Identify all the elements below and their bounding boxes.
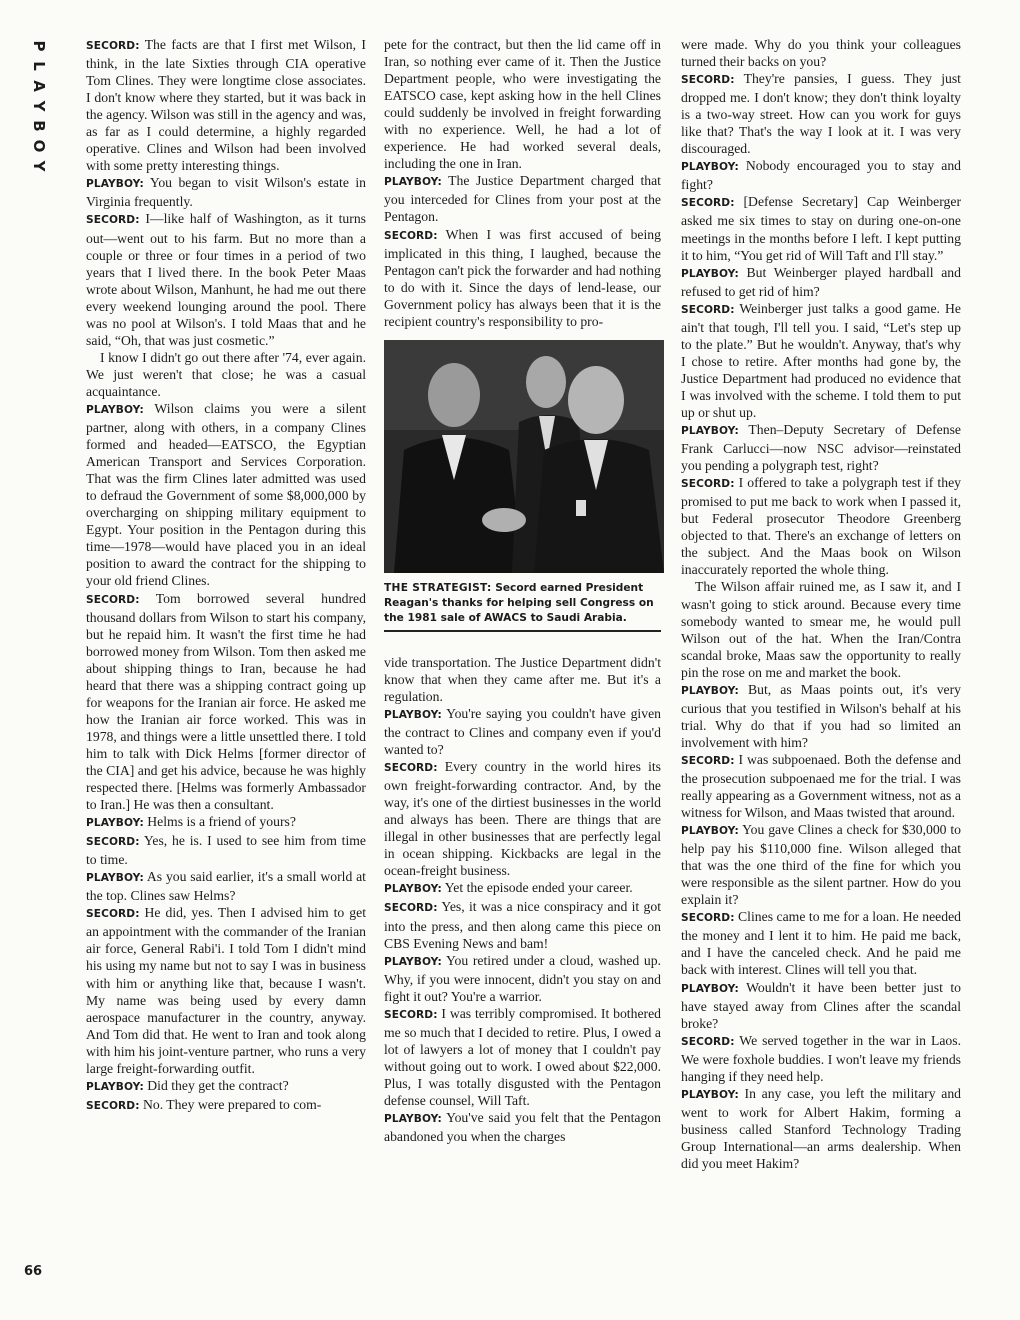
paragraph-text: We served together in the war in Laos. We were foxhole buddies. I won't leave my friends hanging if they need help. <box>681 1032 961 1084</box>
paragraph-text: I know I didn't go out there after '74, ever again. We just weren't that close; he was a casual acquaintance. <box>86 349 366 399</box>
speaker-label: PLAYBOY: <box>681 267 739 280</box>
paragraph-text: As you said earlier, it's a small world at the top. Clines saw Helms? <box>86 869 366 904</box>
paragraph-text: Tom borrowed several hundred thousand dollars from Wilson to start his company, but he repaid him. It wasn't the first time he had borrowed money from Wilson. Tom then asked me about shipping things to Iran, because he had heard that there was a shipping contract going up for weapons for the Iranian air force. He asked me how the Iranian air force worked. This was in 1978, and things were a little unsettled there. I told him to talk with Dick Helms [former director of the CIA] and get his advice, because he was highly respected there. [Helms was formerly Ambassador to Iran.] He was then a consultant. <box>86 590 366 813</box>
continuation-paragraph <box>681 578 961 680</box>
speaker-label: PLAYBOY: <box>384 883 442 896</box>
speaker-label: PLAYBOY: <box>681 161 739 174</box>
speaker-label: SECORD: <box>681 74 735 87</box>
paragraph-text: Wilson claims you were a silent partner, along with others, in a company Clines formed and headed—EATSCO, the Egyptian American Transport and Services Corporation. That was the firm Clines later admitted was used to defraud the Government of some $8,000,000 by overcharging on shipping military equipment to Egypt. Your position in the Pentagon during this time—1978—would have placed you in an ideal position to award the contract for the shipping to your old friend Clines. <box>86 400 366 589</box>
speaker-label: SECORD: <box>86 908 140 921</box>
reagan-handshake-photo <box>384 340 664 573</box>
paragraph-text: Every country in the world hires its own freight-forwarding contractor. And, by the way, it's one of the dirtiest businesses in the world and always has been. There are things that are illegal in other businesses that are perfectly legal in ocean shipping. Kickbacks are legal in the ocean-freight business. <box>384 759 662 879</box>
interview-paragraph <box>681 157 961 193</box>
interview-paragraph <box>384 226 661 330</box>
speaker-label: PLAYBOY: <box>86 403 144 416</box>
magazine-sidebar-logo <box>28 36 50 176</box>
speaker-label: PLAYBOY: <box>681 982 739 995</box>
interview-paragraph <box>384 898 661 951</box>
interview-paragraph <box>384 705 661 758</box>
speaker-label: SECORD: <box>681 197 735 210</box>
continuation-paragraph <box>384 36 661 172</box>
interview-paragraph <box>86 174 366 210</box>
speaker-label: SECORD: <box>681 478 735 491</box>
interview-paragraph <box>681 979 961 1032</box>
speaker-label: PLAYBOY: <box>384 176 442 189</box>
paragraph-text: I was subpoenaed. Both the defense and the prosecution subpoenaed me for the trial. I was really appearing as a Government witness, not as a witness for Wilson, and Maas twisted that around. <box>681 751 961 821</box>
caption-divider <box>384 630 661 632</box>
interview-paragraph <box>86 36 366 174</box>
speaker-label: SECORD: <box>86 836 140 849</box>
paragraph-text: Clines came to me for a loan. He needed the money and I lent it to him. He paid me back, and I have the canceled check. And he paid me back with interest. Clines will tell you that. <box>681 909 961 978</box>
interview-paragraph <box>86 868 366 904</box>
speaker-label: SECORD: <box>86 593 140 606</box>
interview-paragraph <box>384 879 661 898</box>
logo-letter: A <box>30 80 48 92</box>
paragraph-text: I offered to take a polygraph test if they promised to put me back to work when I passed it, but Federal prosecutor Theodore Greenberg objected to that. There's an exchange of letters on the subject. And the Maas book on Wilson inaccurately reported the whole thing. <box>681 475 961 578</box>
paragraph-text: They're pansies, I guess. They just dropped me. I don't know; they don't think loyalty is a two-way street. How can you work for guys like that? That's the way I look at it. I was very discouraged. <box>681 71 961 157</box>
logo-letter: B <box>30 120 48 132</box>
text-column-1 <box>86 36 366 1115</box>
paragraph-text: [Defense Secretary] Cap Weinberger asked me six times to stay on during one-on-one meetings in the months before I left. I kept putting it to him, “You get rid of Will Taft and I'll stay.” <box>681 194 962 263</box>
page-number: 66 <box>24 1264 43 1279</box>
interview-paragraph <box>86 813 366 832</box>
speaker-label: PLAYBOY: <box>86 872 144 885</box>
speaker-label: SECORD: <box>384 902 438 915</box>
paragraph-text: You began to visit Wilson's estate in Virginia frequently. <box>86 175 366 210</box>
photo-caption <box>384 581 661 626</box>
interview-paragraph <box>384 758 661 879</box>
logo-letter: L <box>30 61 48 71</box>
paragraph-text: You're saying you couldn't have given the contract to Clines and company even if you'd wanted to? <box>384 705 661 758</box>
interview-paragraph <box>384 952 661 1005</box>
paragraph-text: The Wilson affair ruined me, as I saw it, and I wasn't going to stick around. Because every time somebody wanted to smear me, he would pull Wilson out of the hat. When the Iran/Contra scandal broke, Maas saw the opportunity to really pin the rose on me and market the book. <box>681 579 961 680</box>
interview-paragraph <box>384 1109 661 1145</box>
paragraph-text: He did, yes. Then I advised him to get an appointment with the commander of the Iranian air force, General Rabi'i. I told Tom I didn't mind his using my name but not to say I was in business with him or anything like that, because I wasn't. My name was being used by every damn aerospace manufacturer in the country, anyway. And Tom did that. He went to Iran and took along with him his joint-venture partner, who runs a very large freight-forwarding outfit. <box>86 905 366 1076</box>
text-column-3 <box>681 36 961 1172</box>
paragraph-text: Wouldn't it have been better just to have stayed away from Clines after the scandal broke? <box>681 979 961 1031</box>
interview-paragraph <box>86 832 366 868</box>
paragraph-text: Yes, he is. I used to see him from time to time. <box>86 833 366 868</box>
logo-letter: Y <box>30 100 48 112</box>
paragraph-text: Weinberger just talks a good game. He ain't that tough, I'll tell you. I said, “Let's step up to the plate.” But he wouldn't. Anyway, that's why I chose to retire. After months had gone by, the Justice Department had produced no evidence that I was involved with the scheme. I told them to put up or shut up. <box>681 300 961 420</box>
continuation-paragraph <box>86 349 366 400</box>
interview-paragraph <box>384 172 661 225</box>
speaker-label: PLAYBOY: <box>384 1113 442 1126</box>
interview-paragraph <box>681 821 961 908</box>
column-2-bottom-text <box>384 654 661 1145</box>
speaker-label: SECORD: <box>681 1035 735 1048</box>
interview-paragraph <box>384 1005 661 1109</box>
interview-paragraph <box>86 210 366 348</box>
paragraph-text: The facts are that I first met Wilson, I think, in the late Sixties through CIA operative Tom Clines. They were longtime close associates. I don't know where they started, but it was back in the agency. Wilson was still in the agency and was, as far as I could determine, a highly regarded operative. Clines and Wilson had been involved with some pretty interesting things. <box>86 37 366 174</box>
interview-paragraph <box>681 193 961 263</box>
speaker-label: PLAYBOY: <box>86 1080 144 1093</box>
continuation-paragraph <box>384 654 661 705</box>
speaker-label: SECORD: <box>681 754 735 767</box>
interview-paragraph <box>681 70 961 157</box>
speaker-label: PLAYBOY: <box>681 1088 739 1101</box>
speaker-label: PLAYBOY: <box>86 817 144 830</box>
speaker-label: PLAYBOY: <box>681 825 739 838</box>
speaker-label: SECORD: <box>384 1008 438 1021</box>
caption-head: THE STRATEGIST: <box>384 581 492 594</box>
interview-paragraph <box>681 908 961 978</box>
paragraph-text: You gave Clines a check for $30,000 to help pay his $110,000 fine. Wilson alleged that that was the one third of the fine for which you were responsible as the silent partner. How do you explain it? <box>681 822 961 908</box>
speaker-label: PLAYBOY: <box>681 425 739 438</box>
paragraph-text: Did they get the contract? <box>147 1077 289 1093</box>
paragraph-text: Then–Deputy Secretary of Defense Frank Carlucci—now NSC advisor—reinstated you pending a polygraph test, right? <box>681 422 961 474</box>
paragraph-text: were made. Why do you think your colleagues turned their backs on you? <box>681 37 961 70</box>
speaker-label: SECORD: <box>681 303 735 316</box>
paragraph-text: I—like half of Washington, as it turns out—went out to his farm. But no more than a couple or three or four times in a period of two years that I lived there. In the book Peter Maas wrote about Wilson, Manhunt, he had me out there every weekend lounging around the pool. There was no pool at Wilson's. I told Maas that and he said, “Oh, that was just cosmetic.” <box>86 211 367 348</box>
speaker-label: SECORD: <box>384 762 438 775</box>
paragraph-text: But, as Maas points out, it's very curious that you testified in Wilson's behalf at his trial. Why do that if you had so limited an involvement with him? <box>681 681 962 750</box>
paragraph-text: Helms is a friend of yours? <box>147 814 296 830</box>
caption-body: Secord earned President Reagan's thanks for helping sell Congress on the 1981 sale of AWACS to Saudi Arabia. <box>384 581 654 624</box>
interview-paragraph <box>86 904 366 1076</box>
interview-paragraph <box>86 1077 366 1096</box>
interview-paragraph <box>681 751 961 821</box>
speaker-label: PLAYBOY: <box>86 178 144 191</box>
paragraph-text: pete for the contract, but then the lid came off in Iran, so nothing ever came of it. Then the Justice Department people, who were investigating the EATSCO case, kept asking how in the hell Clines could suddenly be involved in freight forwarding with no experience. Well, he had a lot of experience. He had worked several deals, including the one in Iran. <box>384 37 661 172</box>
paragraph-text: You've said you felt that the Pentagon abandoned you when the charges <box>384 1110 661 1145</box>
paragraph-text: You retired under a cloud, washed up. Why, if you were innocent, didn't you stay on and fight it out? You're a warrior. <box>384 952 661 1004</box>
continuation-paragraph <box>681 36 961 70</box>
text-column-2 <box>384 36 661 1145</box>
paragraph-text: But Weinberger played hardball and refused to get rid of him? <box>681 264 961 299</box>
paragraph-text: Yes, it was a nice conspiracy and it got into the press, and then along came this piece on CBS Evening News and bam! <box>384 899 661 951</box>
paragraph-text: Nobody encouraged you to stay and fight? <box>681 158 962 193</box>
interview-paragraph <box>681 264 961 300</box>
speaker-label: PLAYBOY: <box>681 684 739 697</box>
paragraph-text: When I was first accused of being implicated in this thing, I laughed, because the Pentagon can't pick the forwarder and had nothing to do with it. Since the days of lend-lease, our Government policy has always been that it is the recipient country's responsibility to pro- <box>384 226 661 329</box>
interview-paragraph <box>86 400 366 590</box>
interview-paragraph <box>681 1032 961 1085</box>
interview-paragraph <box>681 681 961 751</box>
interview-paragraph <box>681 1085 961 1172</box>
speaker-label: PLAYBOY: <box>384 708 442 721</box>
interview-paragraph <box>681 300 961 421</box>
paragraph-text: I was terribly compromised. It bothered me so much that I decided to retire. Plus, I owed a lot of lawyers a lot of money that I couldn't pay without going out to work. I owed about $22,000. Plus, I was totally disgusted with the Pentagon defense counsel, Will Taft. <box>384 1005 661 1108</box>
interview-paragraph <box>86 1096 366 1115</box>
speaker-label: SECORD: <box>86 40 140 52</box>
interview-paragraph <box>681 421 961 474</box>
column-2-top-text <box>384 36 661 330</box>
logo-letter: O <box>30 139 48 153</box>
logo-letter: Y <box>30 160 48 172</box>
interview-paragraph <box>86 590 366 814</box>
paragraph-text: Yet the episode ended your career. <box>444 880 633 896</box>
speaker-label: SECORD: <box>384 229 438 242</box>
paragraph-text: The Justice Department charged that you interceded for Clines from your post at the Pentagon. <box>384 173 661 225</box>
interview-paragraph <box>681 474 961 578</box>
paragraph-text: No. They were prepared to com- <box>142 1096 322 1112</box>
speaker-label: SECORD: <box>86 1099 140 1112</box>
speaker-label: PLAYBOY: <box>384 955 442 968</box>
speaker-label: SECORD: <box>681 912 735 925</box>
logo-letter: P <box>30 40 48 52</box>
speaker-label: SECORD: <box>86 214 140 227</box>
paragraph-text: In any case, you left the military and went to work for Albert Hakim, forming a business called Stanford Technology Trading Group International—an arms dealership. When did you meet Hakim? <box>681 1085 962 1171</box>
paragraph-text: vide transportation. The Justice Department didn't know that when they came after me. But it's a regulation. <box>384 654 661 704</box>
